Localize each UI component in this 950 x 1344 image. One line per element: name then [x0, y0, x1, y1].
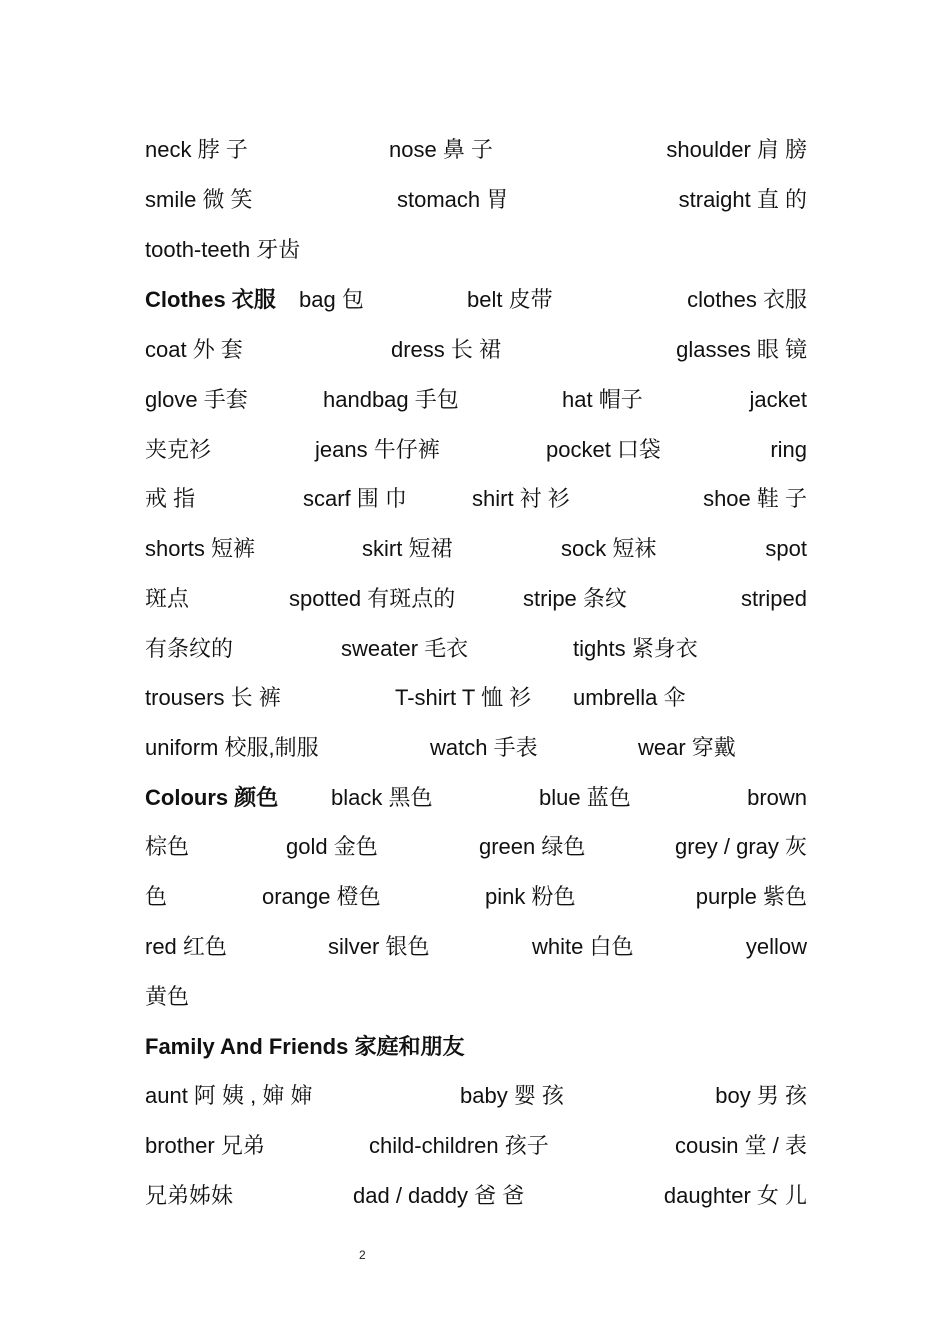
entry-shorts: shorts 短裤 — [145, 536, 256, 561]
line-clothes-9 — [145, 683, 807, 713]
entry-gold: gold 金色 — [286, 834, 378, 859]
entry-shoulder: shoulder 肩 膀 — [666, 137, 807, 162]
entry-wear: wear 穿戴 — [638, 735, 736, 760]
entry-straight: straight 直 的 — [678, 187, 807, 212]
entry-striped-cn: 有条纹的 — [145, 636, 234, 661]
line-body-parts-1 — [145, 135, 807, 165]
entry-tshirt: T-shirt T 恤 衫 — [395, 685, 532, 710]
entry-bag: bag 包 — [299, 287, 364, 312]
line-family-2 — [145, 1131, 807, 1161]
entry-boy: boy 男 孩 — [715, 1083, 807, 1108]
entry-yellow-cn: 黄色 — [145, 984, 190, 1009]
entry-trousers: trousers 长 裤 — [145, 685, 281, 710]
section-heading-colours: Colours 颜色 — [145, 785, 279, 810]
entry-siblings: 兄弟姊妹 — [145, 1183, 234, 1208]
line-clothes-5 — [145, 484, 807, 514]
entry-uniform: uniform 校服,制服 — [145, 735, 319, 760]
entry-glasses: glasses 眼 镜 — [676, 337, 807, 362]
line-clothes-8 — [145, 634, 807, 664]
line-colours-2 — [145, 832, 807, 862]
entry-sweater: sweater 毛衣 — [341, 636, 469, 661]
entry-pocket: pocket 口袋 — [546, 437, 661, 462]
entry-brown: brown — [747, 785, 807, 810]
line-clothes-4 — [145, 435, 807, 465]
entry-spotted: spotted 有斑点的 — [289, 586, 456, 611]
entry-dad: dad / daddy 爸 爸 — [353, 1183, 525, 1208]
line-clothes-3 — [145, 385, 807, 415]
page-number: 2 — [359, 1248, 366, 1262]
entry-child: child-children 孩子 — [369, 1133, 549, 1158]
entry-silver: silver 银色 — [328, 934, 430, 959]
line-body-parts-2 — [145, 185, 807, 215]
entry-shoe: shoe 鞋 子 — [703, 486, 807, 511]
entry-stripe: stripe 条纹 — [523, 586, 627, 611]
line-clothes-6 — [145, 534, 807, 564]
entry-smile: smile 微 笑 — [145, 187, 253, 212]
entry-spot-cn: 斑点 — [145, 586, 190, 611]
entry-jeans: jeans 牛仔裤 — [315, 437, 440, 462]
entry-black: black 黑色 — [331, 785, 433, 810]
line-clothes-1 — [145, 285, 807, 315]
line-colours-5 — [145, 982, 807, 1012]
entry-watch: watch 手表 — [430, 735, 538, 760]
line-family-heading — [145, 1032, 807, 1062]
entry-stomach: stomach 胃 — [397, 187, 509, 212]
entry-nose: nose 鼻 子 — [389, 137, 493, 162]
entry-grey: grey / gray 灰 — [674, 834, 807, 859]
entry-white: white 白色 — [532, 934, 634, 959]
entry-purple: purple 紫色 — [695, 884, 807, 909]
line-colours-4 — [145, 932, 807, 962]
entry-tights: tights 紧身衣 — [573, 636, 698, 661]
entry-skirt: skirt 短裙 — [362, 536, 453, 561]
line-colours-1 — [145, 783, 807, 813]
section-heading-family: Family And Friends 家庭和朋友 — [145, 1034, 465, 1059]
line-family-1 — [145, 1081, 807, 1111]
entry-spot: spot — [765, 536, 807, 561]
entry-ring-cn: 戒 指 — [145, 486, 196, 511]
entry-glove: glove 手套 — [145, 387, 248, 412]
entry-blue: blue 蓝色 — [539, 785, 631, 810]
entry-cousin: cousin 堂 / 表 — [674, 1133, 807, 1158]
entry-dress: dress 长 裙 — [391, 337, 502, 362]
entry-red: red 红色 — [145, 934, 227, 959]
entry-shirt: shirt 衬 衫 — [472, 486, 570, 511]
entry-brown-cn: 棕色 — [145, 834, 190, 859]
entry-jacket: jacket — [749, 387, 807, 412]
entry-aunt: aunt 阿 姨 , 婶 婶 — [145, 1083, 313, 1108]
entry-yellow: yellow — [745, 934, 807, 959]
entry-tooth: tooth-teeth 牙齿 — [145, 237, 301, 262]
entry-belt: belt 皮带 — [467, 287, 553, 312]
entry-striped: striped — [740, 586, 807, 611]
entry-clothes: clothes 衣服 — [687, 287, 807, 312]
line-colours-3 — [145, 882, 807, 912]
line-clothes-10 — [145, 733, 807, 763]
entry-grey-cn: 色 — [145, 884, 168, 909]
entry-orange: orange 橙色 — [262, 884, 381, 909]
line-body-parts-3 — [145, 235, 807, 265]
line-clothes-7 — [145, 584, 807, 614]
line-clothes-2 — [145, 335, 807, 365]
entry-green: green 绿色 — [479, 834, 586, 859]
entry-sock: sock 短袜 — [561, 536, 657, 561]
entry-neck: neck 脖 子 — [145, 137, 248, 162]
entry-coat: coat 外 套 — [145, 337, 243, 362]
entry-handbag: handbag 手包 — [323, 387, 459, 412]
section-heading-clothes: Clothes 衣服 — [145, 287, 276, 312]
entry-hat: hat 帽子 — [562, 387, 643, 412]
entry-jacket-cn: 夹克衫 — [145, 437, 212, 462]
entry-brother: brother 兄弟 — [145, 1133, 265, 1158]
entry-daughter: daughter 女 儿 — [663, 1183, 807, 1208]
entry-pink: pink 粉色 — [485, 884, 576, 909]
entry-umbrella: umbrella 伞 — [573, 685, 686, 710]
line-family-3 — [145, 1181, 807, 1211]
entry-scarf: scarf 围 巾 — [303, 486, 407, 511]
entry-ring: ring — [770, 437, 807, 462]
entry-baby: baby 婴 孩 — [460, 1083, 564, 1108]
